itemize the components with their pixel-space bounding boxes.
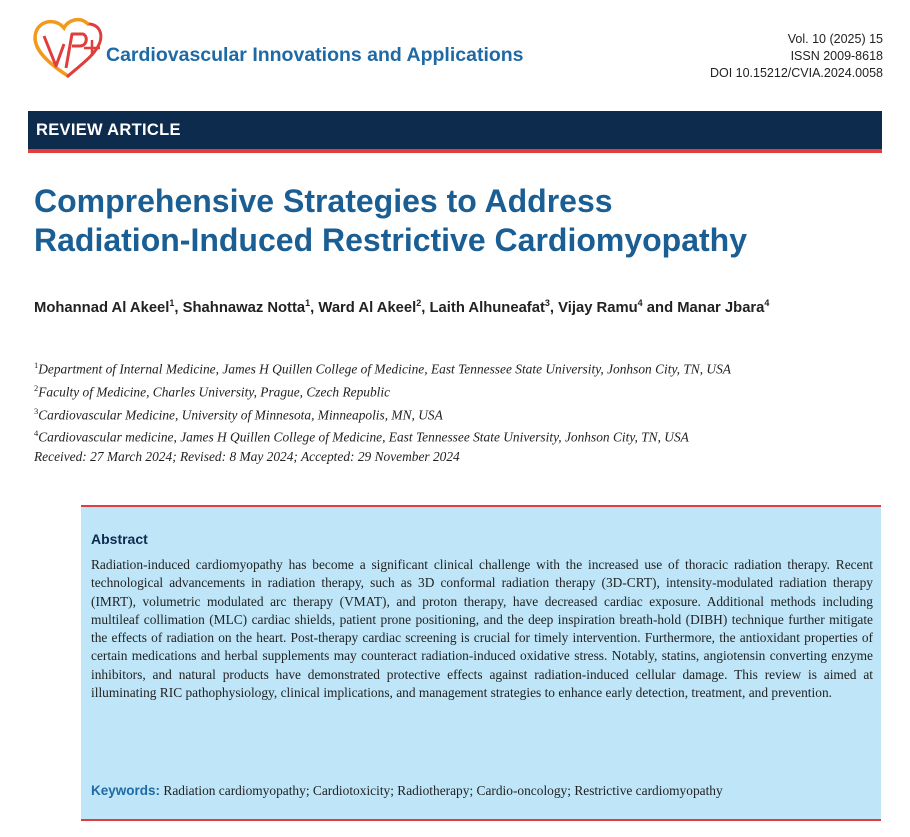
author-affiliation-marker: 1 — [305, 298, 311, 308]
author-separator: , — [310, 299, 319, 316]
keywords-line — [91, 783, 873, 799]
article-title — [34, 182, 874, 260]
title-line-2: Radiation-Induced Restrictive Cardiomyopathy — [34, 222, 748, 258]
author-separator: , — [174, 299, 183, 316]
author-name: Manar Jbara$^4$ — [677, 298, 770, 316]
author-affiliation-marker: 1 — [169, 298, 175, 308]
affiliation-number: 1 — [34, 360, 39, 370]
affiliation-text: Cardiovascular Medicine, University of Minnesota, Minneapolis, MN, USA — [38, 407, 443, 422]
article-type-banner — [28, 111, 882, 153]
keywords-text: Radiation cardiomyopathy; Cardiotoxicity; Radiotherapy; Cardio-oncology; Restrictive cardiomyopathy — [163, 783, 723, 798]
author-affiliation-marker: 3 — [544, 298, 550, 308]
affiliation-item — [34, 424, 894, 447]
article-type-label: REVIEW ARTICLE — [36, 121, 181, 139]
volume-info: Vol. 10 (2025) 15 — [787, 32, 883, 46]
author-name: Vijay Ramu$^4$ — [558, 298, 643, 316]
journal-meta — [710, 31, 883, 82]
affiliation-text: Faculty of Medicine, Charles University, Prague, Czech Republic — [38, 384, 391, 400]
author-separator: , — [421, 299, 430, 316]
affiliation-number: 4 — [34, 428, 39, 439]
issn: ISSN 2009-8618 — [790, 49, 883, 63]
journal-name: Cardiovascular Innovations and Applications — [106, 44, 524, 66]
doi: DOI 10.15212/CVIA.2024.0058 — [709, 66, 883, 80]
author-name: Laith Alhuneafat$^3$ — [429, 298, 550, 316]
received-dates: Received: 27 March 2024; Revised: 8 May 2024; Accepted: 29 November 2024 — [34, 449, 460, 464]
affiliation-text: Department of Internal Medicine, James H Quillen College of Medicine, East Tennessee State University, Jonhson City, TN, USA — [38, 361, 731, 377]
affiliation-item — [34, 356, 894, 379]
keywords-label: Keywords: — [91, 783, 161, 798]
author-name: Mohannad Al Akeel$^1$ — [34, 298, 175, 316]
affiliation-list — [34, 356, 894, 447]
title-line-1: Comprehensive Strategies to Address — [34, 183, 613, 219]
author-affiliation-marker: 2 — [416, 298, 422, 308]
affiliation-number: 2 — [34, 382, 39, 393]
author-list — [34, 293, 874, 319]
affiliation-item — [34, 402, 894, 425]
author-name: Shahnawaz Notta$^1$ — [182, 298, 311, 316]
journal-logo-heart-icon — [30, 14, 110, 84]
author-name: Ward Al Akeel$^2$ — [318, 298, 422, 316]
abstract-heading: Abstract — [91, 531, 148, 547]
affiliation-item — [34, 379, 894, 402]
author-affiliation-marker: 4 — [764, 298, 770, 308]
abstract-text: Radiation-induced cardiomyopathy has become a significant clinical challenge with the increased use of thoracic radiation therapy. Recent technological advancements in radiation therapy, such as 3D conformal radiation therapy (3D-CRT), intensity-modulated radiation therapy (IMRT), volumetric modulated arc therapy (VMAT), and proton therapy, have decreased cardiac exposure. Additional methods including multileaf collimation (MLC) cardiac shields, patient prone positioning, and the deep inspiration breath-hold (DIBH) technique further mitigate the effects of radiation on the heart. Post-therapy cardiac screening is crucial for timely intervention. Furthermore, the antioxidant properties of certain medications and herbal supplements may counteract radiation-induced oxidative stress. Notably, statins, angiotensin converting enzyme inhibitors, and natural products have demonstrated protective effects against radiation-induced cellular damage. This review is aimed at illuminating RIC pathophysiology, clinical implications, and management strategies to enhance early detection, treatment, and prevention. — [91, 557, 873, 701]
author-separator: , — [549, 299, 559, 316]
affiliation-number: 3 — [34, 405, 39, 416]
abstract-box — [81, 505, 881, 821]
author-affiliation-marker: 4 — [637, 298, 643, 308]
affiliation-text: Cardiovascular medicine, James H Quillen College of Medicine, East Tennessee State University, Jonhson City, TN, USA — [38, 429, 689, 445]
author-conjunction: and — [646, 299, 674, 316]
